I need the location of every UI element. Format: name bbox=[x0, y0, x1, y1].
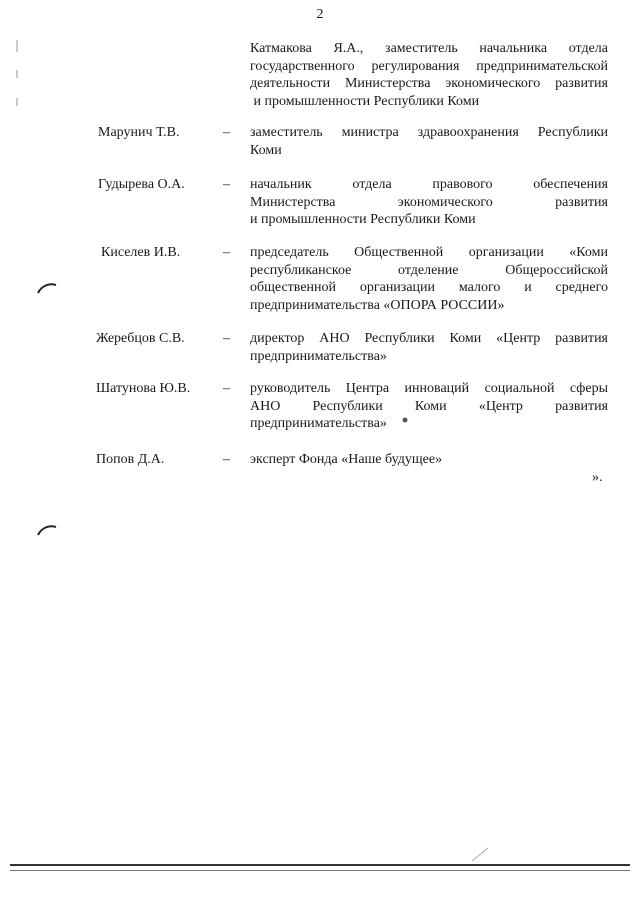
description-line: заместитель министра здравоохранения Республики bbox=[250, 125, 608, 140]
description-line: председатель Общественной организации «Коми bbox=[250, 245, 608, 260]
member-description bbox=[250, 380, 608, 433]
intro-line: и промышленности Республики Коми bbox=[250, 93, 480, 109]
description-line: Коми bbox=[250, 142, 282, 158]
description-line: и промышленности Республики Коми bbox=[250, 212, 476, 227]
member-dash: – bbox=[223, 452, 230, 467]
closing-quote: ». bbox=[592, 470, 603, 485]
member-name: Киселев И.В. bbox=[101, 245, 181, 260]
scan-mark-icon bbox=[36, 524, 58, 538]
description-line: руководитель Центра инноваций социальной сферы bbox=[250, 381, 608, 396]
scan-edge-icon bbox=[14, 40, 20, 120]
bottom-rule bbox=[10, 864, 630, 866]
description-line: республиканское отделение Общероссийской bbox=[250, 262, 608, 278]
description-line: предпринимательства «ОПОРА РОССИИ» bbox=[250, 297, 505, 313]
description-line: эксперт Фонда «Наше будущее» bbox=[250, 452, 443, 467]
description-line: Министерства экономического развития bbox=[250, 194, 608, 210]
member-description bbox=[250, 451, 608, 469]
member-name: Марунич Т.В. bbox=[98, 125, 180, 140]
description-line: предпринимательства» bbox=[250, 416, 387, 431]
intro-paragraph bbox=[250, 40, 608, 110]
bottom-rule bbox=[10, 870, 630, 871]
member-name: Попов Д.А. bbox=[96, 452, 165, 467]
member-dash: – bbox=[223, 245, 230, 260]
member-description bbox=[250, 330, 608, 365]
intro-text bbox=[250, 40, 608, 110]
description-line: директор АНО Республики Коми «Центр развития bbox=[250, 331, 608, 346]
intro-line: Катмакова Я.А., заместитель начальника отдела bbox=[250, 41, 608, 56]
description-line: начальник отдела правового обеспечения bbox=[250, 177, 608, 192]
description-line: предпринимательства» bbox=[250, 348, 387, 364]
intro-line: государственного регулирования предпринимательской bbox=[250, 58, 608, 74]
page-number: 2 bbox=[316, 7, 324, 22]
member-description bbox=[250, 244, 608, 314]
member-dash: – bbox=[223, 125, 230, 140]
member-name: Гудырева О.А. bbox=[98, 177, 185, 192]
member-dash: – bbox=[223, 177, 230, 192]
member-dash: – bbox=[223, 331, 230, 346]
member-name: Шатунова Ю.В. bbox=[96, 381, 191, 396]
ink-dot-icon bbox=[400, 415, 410, 425]
member-description bbox=[250, 176, 608, 229]
member-name: Жеребцов С.В. bbox=[96, 331, 185, 346]
member-dash: – bbox=[223, 381, 230, 396]
description-line: общественной организации малого и среднего bbox=[250, 280, 608, 295]
scan-mark-icon bbox=[36, 282, 58, 296]
intro-line: деятельности Министерства экономического развития bbox=[250, 76, 608, 91]
scan-scratch-icon bbox=[470, 846, 490, 862]
member-description bbox=[250, 124, 608, 159]
description-line: АНО Республики Коми «Центр развития bbox=[250, 398, 608, 414]
